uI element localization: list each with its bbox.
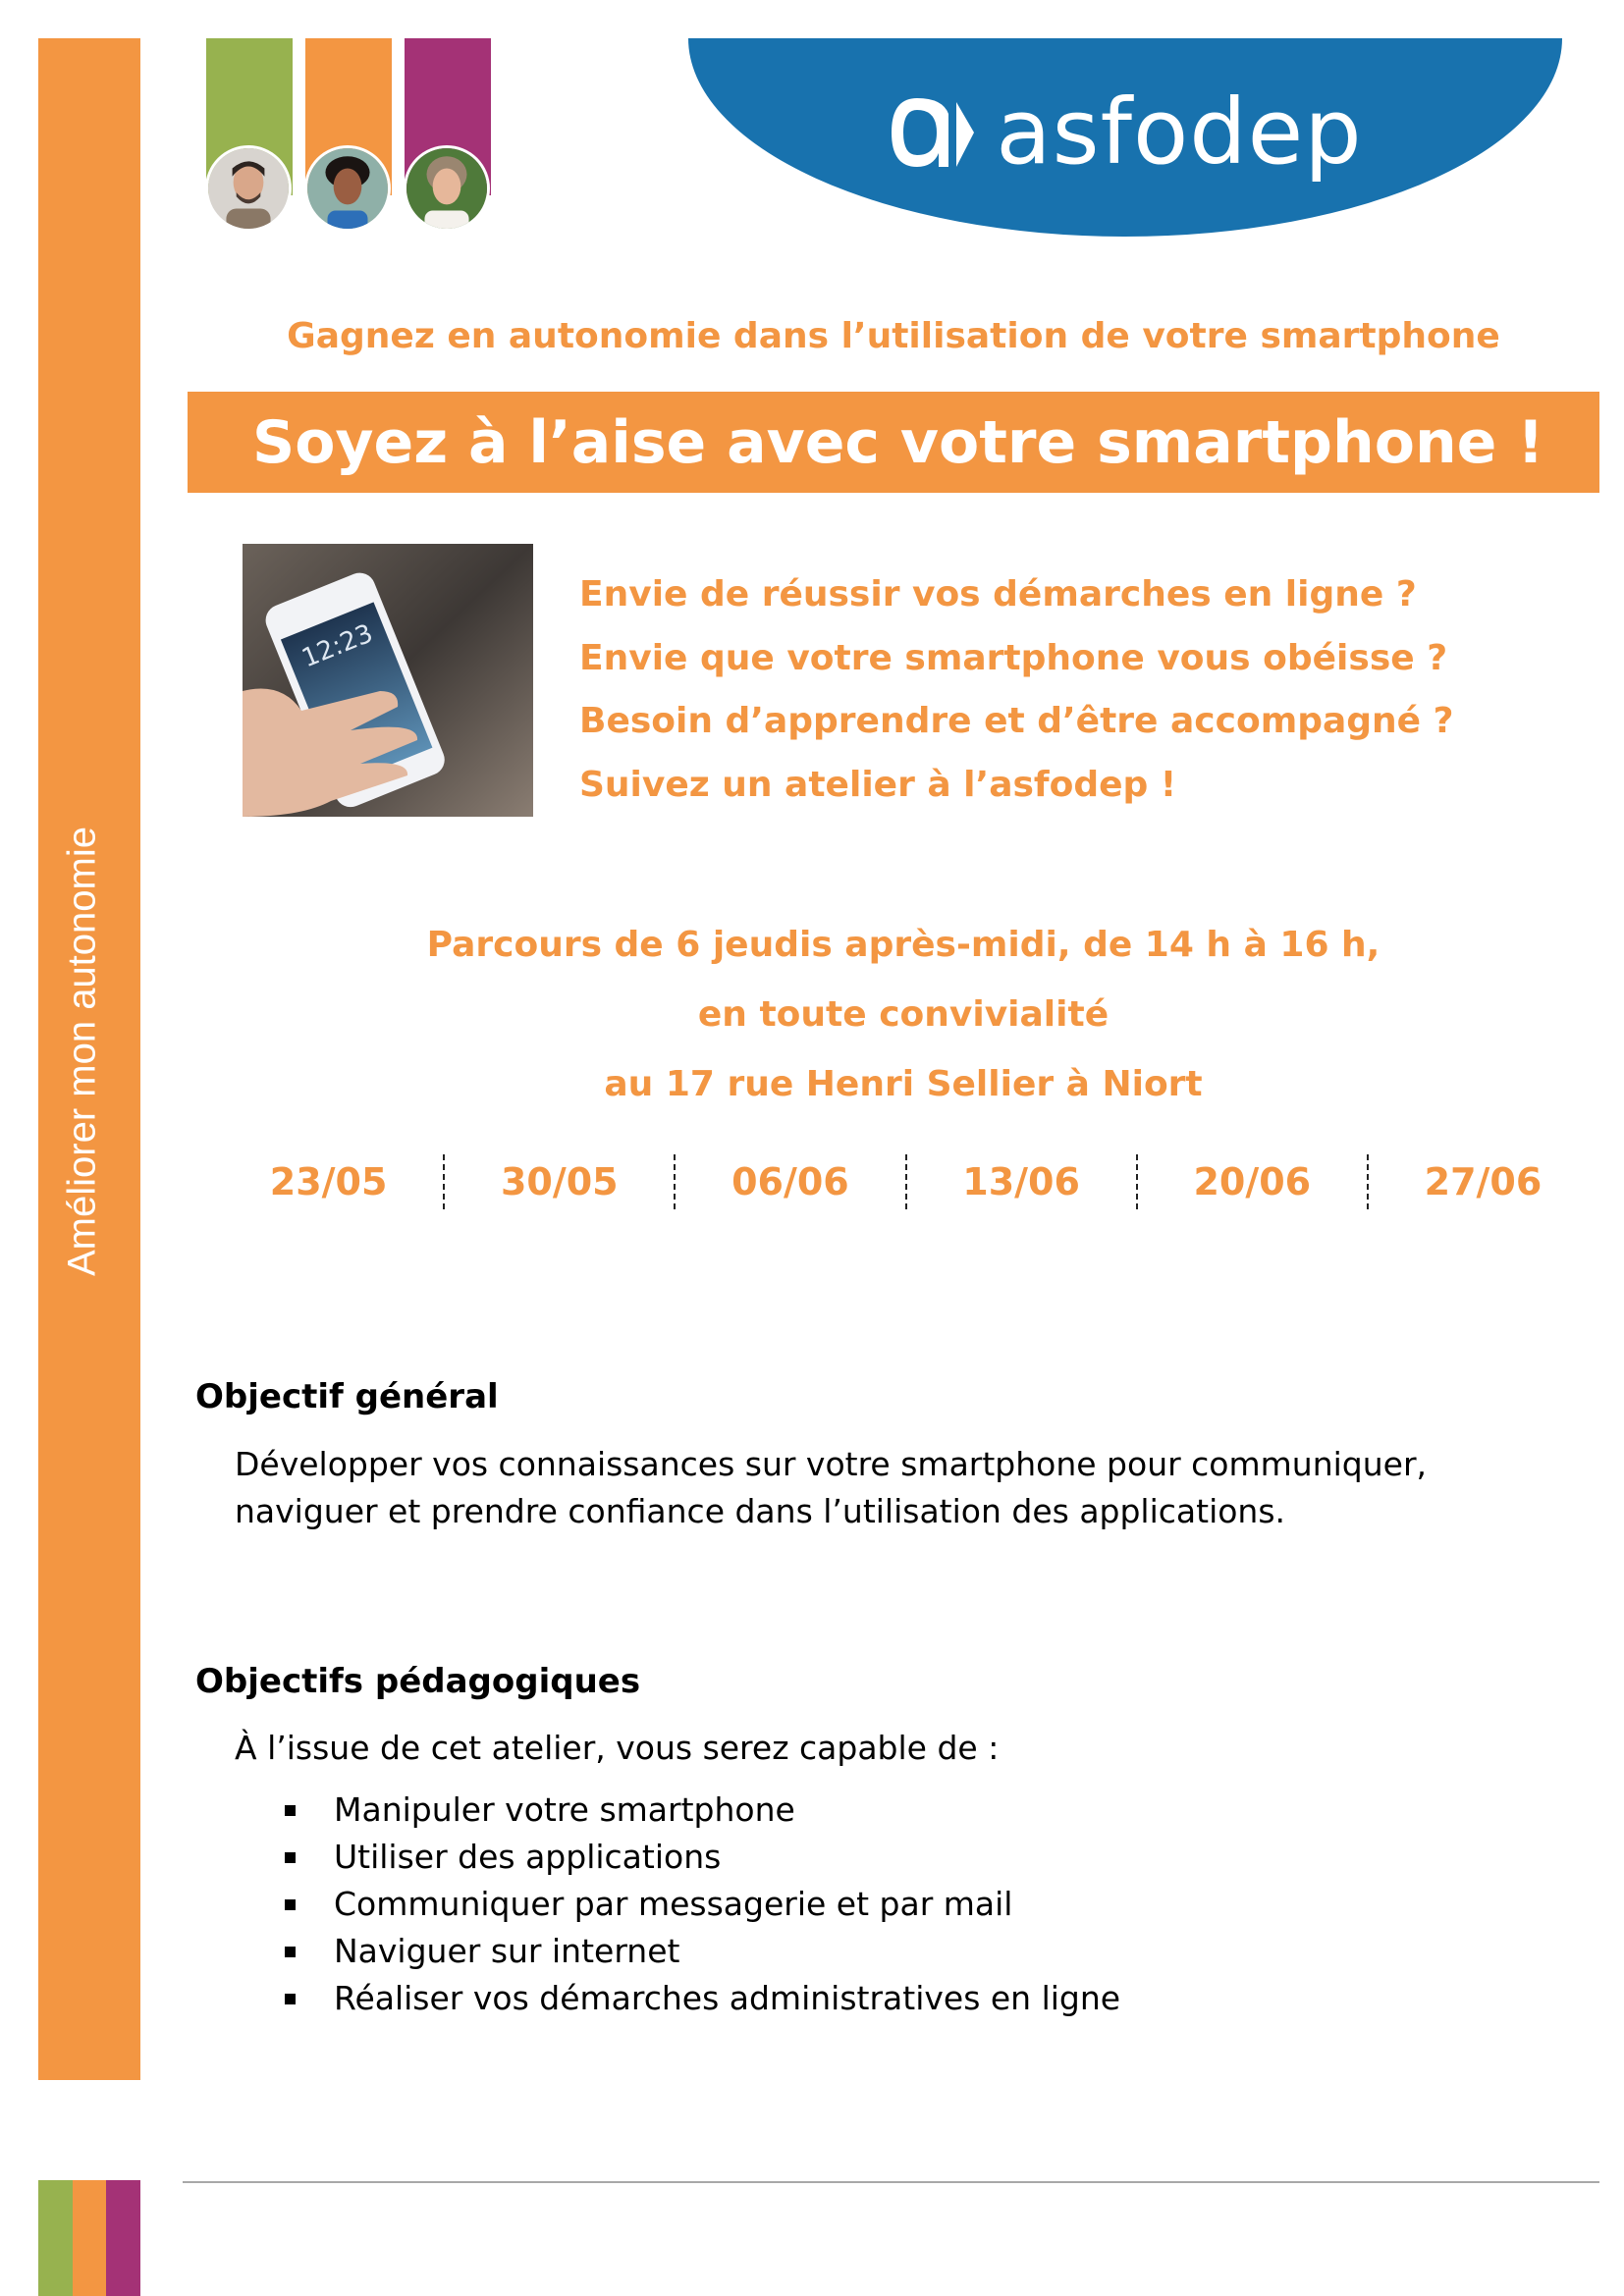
- list-item-text: Communiquer par messagerie et par mail: [334, 1885, 1013, 1923]
- list-item: [285, 1928, 1120, 1975]
- pedagogical-objectives-intro: À l’issue de cet atelier, vous serez capable de :: [235, 1729, 1000, 1767]
- session-date: 20/06: [1136, 1154, 1367, 1209]
- general-objective-text: Développer vos connaissances sur votre smartphone pour communiquer, naviguer et prendre confiance dans l’utilisation des applications.: [235, 1445, 1428, 1530]
- schedule-atmosphere: en toute convivialité: [697, 994, 1110, 1035]
- side-bar-label: Améliorer mon autonomie: [60, 827, 104, 1276]
- question-learn-supported: Besoin d’apprendre et d’être accompagné ?: [579, 701, 1454, 741]
- square-bullet-icon: [285, 1899, 296, 1910]
- call-to-action: Suivez un atelier à l’asfodep !: [579, 764, 1177, 805]
- smartphone-photo: [243, 544, 533, 817]
- question-online-procedures: Envie de réussir vos démarches en ligne ?: [579, 574, 1417, 614]
- list-item: [285, 1975, 1120, 2022]
- list-item-text: Utiliser des applications: [334, 1838, 722, 1876]
- list-item: [285, 1881, 1120, 1928]
- woman-avatar: [304, 145, 391, 232]
- square-bullet-icon: [285, 1994, 296, 2004]
- list-item: [285, 1834, 1120, 1881]
- older-woman-avatar: [404, 145, 490, 232]
- footer-stripe-orange: [73, 2180, 107, 2296]
- footer-divider: [183, 2181, 1599, 2183]
- schedule-address: au 17 rue Henri Sellier à Niort: [604, 1064, 1203, 1104]
- list-item-text: Réaliser vos démarches administratives en ligne: [334, 1979, 1121, 2017]
- pedagogical-objectives-heading: Objectifs pédagogiques: [195, 1662, 641, 1701]
- pedagogical-objectives-list: [285, 1787, 1120, 2022]
- footer-stripe-purple: [106, 2180, 140, 2296]
- session-date: 06/06: [674, 1154, 904, 1209]
- asfodep-wordmark: asfodep: [996, 80, 1363, 185]
- schedule-info: [188, 916, 1619, 1125]
- list-item-text: Manipuler votre smartphone: [334, 1790, 795, 1829]
- session-date: 27/06: [1367, 1154, 1597, 1209]
- footer-stripe-green: [38, 2180, 73, 2296]
- svg-text:12:23: 12:23: [298, 618, 378, 674]
- title-banner: [188, 392, 1599, 493]
- asfodep-logo: [688, 38, 1562, 237]
- square-bullet-icon: [285, 1947, 296, 1957]
- question-smartphone-obeys: Envie que votre smartphone vous obéisse ?: [579, 637, 1448, 678]
- square-bullet-icon: [285, 1805, 296, 1816]
- session-dates: [214, 1154, 1597, 1209]
- session-date: 13/06: [905, 1154, 1136, 1209]
- general-objective-heading: Objectif général: [195, 1377, 499, 1416]
- list-item: [285, 1787, 1120, 1834]
- session-date: 23/05: [269, 1160, 388, 1203]
- asfodep-mark-icon: [888, 94, 978, 171]
- schedule-duration: Parcours de 6 jeudis après-midi, de 14 h à 16 h,: [426, 925, 1380, 965]
- young-man-avatar: [205, 145, 292, 232]
- footer-stripes: [38, 2180, 140, 2296]
- intro-questions: [579, 567, 1454, 821]
- list-item-text: Naviguer sur internet: [334, 1932, 680, 1970]
- subtitle: Gagnez en autonomie dans l’utilisation de votre smartphone: [287, 316, 1500, 356]
- session-date: 30/05: [443, 1154, 674, 1209]
- page-title: Soyez à l’aise avec votre smartphone !: [252, 407, 1544, 477]
- square-bullet-icon: [285, 1852, 296, 1863]
